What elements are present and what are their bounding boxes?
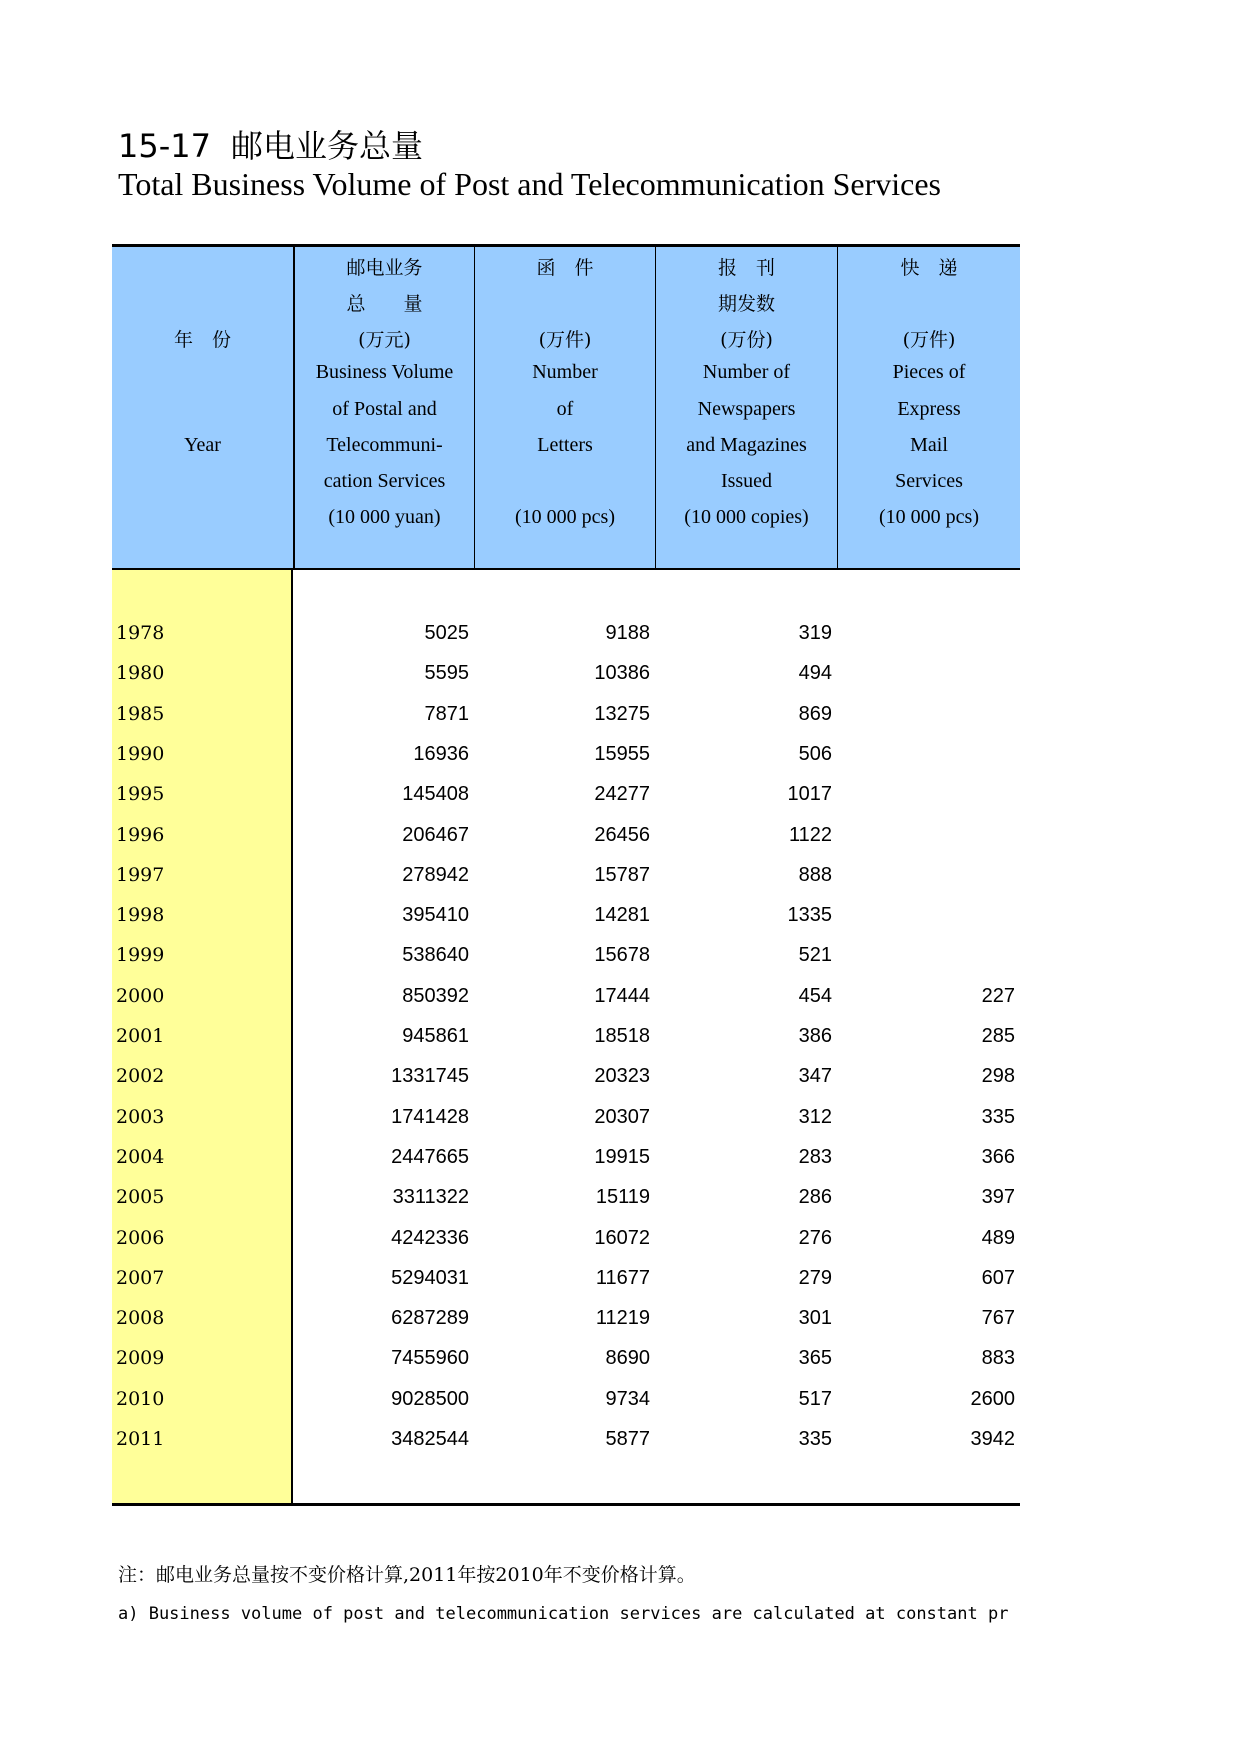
header-letters — [474, 247, 655, 568]
business-volume-cell: 145408 — [402, 783, 469, 806]
table-row — [112, 818, 1020, 852]
year-cell: 2008 — [116, 1307, 165, 1330]
business-volume-cell: 945861 — [402, 1025, 469, 1047]
header-en-line2: Express — [897, 398, 961, 420]
table-row — [112, 1422, 1020, 1456]
business-volume-cell: 3482544 — [391, 1428, 469, 1450]
letters-cell: 24277 — [594, 783, 650, 806]
newspapers-cell: 494 — [798, 662, 832, 685]
table-row — [112, 1140, 1020, 1174]
header-express-mail — [837, 247, 1020, 568]
header-en-line1: Number of — [702, 361, 791, 383]
table-row — [112, 656, 1020, 690]
table-row — [112, 1221, 1020, 1255]
header-unit-cn: (万份) — [720, 329, 773, 351]
table-row — [112, 1341, 1020, 1375]
table-row — [112, 1019, 1020, 1053]
letters-cell: 14281 — [594, 904, 650, 927]
letters-cell: 20307 — [594, 1105, 650, 1128]
letters-cell: 20323 — [594, 1065, 650, 1088]
letters-cell: 10386 — [594, 662, 650, 685]
letters-cell: 5877 — [605, 1428, 650, 1450]
year-cell: 2004 — [116, 1145, 165, 1168]
business-volume-cell: 278942 — [402, 863, 469, 886]
header-cn-line2: 总 量 — [346, 293, 423, 315]
year-cell: 2002 — [116, 1065, 165, 1088]
year-cell: 1996 — [116, 823, 165, 846]
business-volume-cell: 4242336 — [391, 1226, 469, 1249]
express-mail-cell: 285 — [981, 1025, 1015, 1047]
year-cell: 2006 — [116, 1226, 165, 1249]
letters-cell: 19915 — [594, 1145, 650, 1168]
header-cn-line1: 函 件 — [536, 257, 594, 279]
newspapers-cell: 869 — [798, 702, 832, 725]
year-cell: 1998 — [116, 904, 165, 927]
business-volume-cell: 6287289 — [391, 1307, 469, 1330]
table-row — [112, 1301, 1020, 1335]
table-row — [112, 697, 1020, 731]
year-cell: 2011 — [116, 1428, 165, 1450]
express-mail-cell: 397 — [981, 1186, 1015, 1209]
header-en-line2: Newspapers — [697, 398, 796, 420]
newspapers-cell: 286 — [798, 1186, 832, 1209]
year-cell: 1980 — [116, 662, 165, 685]
letters-cell: 13275 — [594, 702, 650, 725]
table-title-en: Total Business Volume of Post and Telecommunication Services — [118, 166, 941, 202]
business-volume-cell: 206467 — [402, 823, 469, 846]
letters-cell: 11677 — [595, 1266, 650, 1289]
newspapers-cell: 312 — [798, 1105, 832, 1128]
newspapers-cell: 888 — [798, 863, 832, 886]
header-unit-cn: (万件) — [538, 329, 592, 351]
title-cn-text: 邮电业务总量 — [230, 127, 423, 165]
header-cn-line2: 期发数 — [717, 293, 775, 315]
header-unit-en: (10 000 pcs) — [515, 506, 615, 528]
year-cell: 1997 — [116, 863, 165, 886]
header-en-line4: Services — [895, 470, 963, 492]
letters-cell: 15678 — [594, 944, 650, 967]
table-row — [112, 777, 1020, 811]
header-unit-en: (10 000 yuan) — [328, 506, 441, 528]
express-mail-cell: 2600 — [970, 1387, 1015, 1410]
data-table — [112, 244, 1020, 1506]
business-volume-cell: 16936 — [413, 742, 469, 765]
newspapers-cell: 1017 — [787, 783, 832, 806]
table-header — [112, 244, 1020, 570]
express-mail-cell: 366 — [981, 1145, 1015, 1168]
express-mail-cell: 489 — [981, 1226, 1015, 1249]
newspapers-cell: 283 — [798, 1145, 832, 1168]
header-en-line3: Letters — [537, 434, 593, 456]
express-mail-cell: 335 — [981, 1105, 1015, 1128]
newspapers-cell: 301 — [798, 1307, 832, 1330]
header-en-line3: and Magazines — [686, 434, 807, 456]
note-en: a) Business volume of post and telecommunication services are calculated at constant pr — [118, 1604, 1009, 1624]
express-mail-cell: 227 — [981, 984, 1015, 1007]
newspapers-cell: 279 — [798, 1266, 832, 1289]
express-mail-cell: 298 — [981, 1065, 1015, 1088]
newspapers-cell: 386 — [798, 1025, 832, 1047]
year-cell: 2001 — [116, 1025, 165, 1047]
letters-cell: 17444 — [594, 984, 650, 1007]
header-en-line1: Pieces of — [892, 361, 966, 383]
table-row — [112, 898, 1020, 932]
table-number: 15-17 — [118, 127, 211, 165]
newspapers-cell: 506 — [798, 742, 832, 765]
year-cell: 1990 — [116, 742, 165, 765]
business-volume-cell: 395410 — [402, 904, 469, 927]
table-row — [112, 616, 1020, 650]
header-cn-line1: 快 递 — [900, 257, 958, 279]
newspapers-cell: 319 — [798, 622, 832, 644]
express-mail-cell: 3942 — [970, 1428, 1015, 1450]
year-cell: 2005 — [116, 1186, 165, 1209]
express-mail-cell: 767 — [981, 1307, 1015, 1330]
letters-cell: 15119 — [595, 1186, 650, 1209]
table-row — [112, 1059, 1020, 1093]
header-year-cn: 年 份 — [173, 329, 231, 351]
header-newspapers — [655, 247, 837, 568]
letters-cell: 9734 — [605, 1387, 650, 1410]
year-cell: 1999 — [116, 944, 165, 967]
header-year — [112, 247, 293, 568]
year-cell: 1978 — [116, 622, 165, 644]
express-mail-cell: 883 — [981, 1347, 1015, 1370]
letters-cell: 9188 — [605, 622, 650, 644]
table-row — [112, 938, 1020, 972]
header-cn-line1: 报 刊 — [717, 257, 775, 279]
header-en-line3: Mail — [910, 434, 948, 456]
header-cn-line1: 邮电业务 — [346, 257, 423, 279]
letters-cell: 15787 — [594, 863, 650, 886]
newspapers-cell: 454 — [798, 984, 832, 1007]
table-row — [112, 1382, 1020, 1416]
table-row — [112, 1261, 1020, 1295]
letters-cell: 15955 — [594, 742, 650, 765]
newspapers-cell: 517 — [798, 1387, 832, 1410]
business-volume-cell: 538640 — [402, 944, 469, 967]
header-business-volume — [293, 247, 474, 568]
express-mail-cell: 607 — [981, 1266, 1015, 1289]
header-en-line1: Number — [532, 361, 598, 383]
header-unit-cn: (万件) — [902, 329, 956, 351]
business-volume-cell: 1331745 — [391, 1065, 469, 1088]
newspapers-cell: 347 — [798, 1065, 832, 1088]
letters-cell: 18518 — [594, 1025, 650, 1047]
header-en-line4: Issued — [720, 470, 773, 492]
year-cell: 2000 — [116, 984, 165, 1007]
newspapers-cell: 521 — [798, 944, 832, 967]
business-volume-cell: 2447665 — [391, 1145, 469, 1168]
header-en-line3: Telecommuni- — [326, 434, 443, 456]
newspapers-cell: 276 — [798, 1226, 832, 1249]
year-cell: 2003 — [116, 1105, 165, 1128]
business-volume-cell: 3311322 — [392, 1186, 469, 1209]
header-en-line2: of Postal and — [332, 398, 437, 420]
table-row — [112, 737, 1020, 771]
business-volume-cell: 7455960 — [391, 1347, 469, 1370]
business-volume-cell: 5294031 — [391, 1266, 469, 1289]
letters-cell: 8690 — [605, 1347, 650, 1370]
business-volume-cell: 1741428 — [391, 1105, 469, 1128]
business-volume-cell: 9028500 — [391, 1387, 469, 1410]
header-en-line2: of — [556, 398, 574, 420]
table-body — [112, 570, 1020, 1506]
header-year-en: Year — [184, 434, 221, 456]
header-en-line1: Business Volume — [315, 361, 454, 383]
header-en-line4: cation Services — [323, 470, 446, 492]
letters-cell: 11219 — [595, 1307, 650, 1330]
year-cell: 2010 — [116, 1387, 165, 1410]
business-volume-cell: 7871 — [424, 702, 469, 725]
year-cell: 1985 — [116, 702, 165, 725]
table-row — [112, 979, 1020, 1013]
table-row — [112, 1180, 1020, 1214]
table-title-cn — [118, 121, 423, 167]
header-unit-en: (10 000 copies) — [684, 506, 809, 528]
business-volume-cell: 5025 — [424, 622, 469, 644]
newspapers-cell: 335 — [798, 1428, 832, 1450]
header-unit-en: (10 000 pcs) — [879, 506, 979, 528]
header-unit-cn: (万元) — [358, 329, 411, 351]
year-cell: 2009 — [116, 1347, 165, 1370]
letters-cell: 26456 — [594, 823, 650, 846]
newspapers-cell: 1122 — [788, 823, 832, 846]
business-volume-cell: 5595 — [424, 662, 469, 685]
year-cell: 1995 — [116, 783, 165, 806]
letters-cell: 16072 — [594, 1226, 650, 1249]
table-row — [112, 1100, 1020, 1134]
table-row — [112, 858, 1020, 892]
business-volume-cell: 850392 — [402, 984, 469, 1007]
year-cell: 2007 — [116, 1266, 165, 1289]
newspapers-cell: 365 — [798, 1347, 832, 1370]
note-cn: 注：邮电业务总量按不变价格计算,2011年按2010年不变价格计算。 — [118, 1564, 696, 1586]
newspapers-cell: 1335 — [787, 904, 832, 927]
